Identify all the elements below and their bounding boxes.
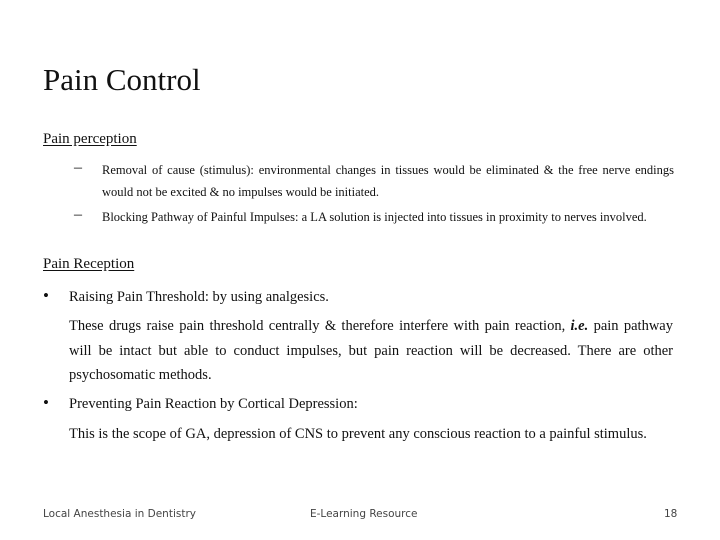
footer-course-name: Local Anesthesia in Dentistry bbox=[43, 508, 196, 520]
emphasis-text: i.e. bbox=[570, 318, 589, 334]
list-item-text: Removal of cause (stimulus): environmental changes in tissues would be eliminated & the free nerve endings would not be excited & no impulses would be initiated. bbox=[102, 163, 674, 199]
footer-page-number: 18 bbox=[664, 508, 678, 520]
bullet-item bbox=[43, 286, 673, 308]
dash-marker: – bbox=[74, 206, 82, 223]
bullet-label: Raising Pain Threshold: by using analgesics. bbox=[69, 289, 329, 305]
list-item bbox=[74, 206, 674, 228]
dash-marker: – bbox=[74, 159, 82, 176]
list-item bbox=[74, 159, 674, 203]
section-heading-pain-reception: Pain Reception bbox=[43, 256, 135, 272]
bullet-marker: • bbox=[43, 286, 49, 305]
bullet-label: Preventing Pain Reaction by Cortical Depression: bbox=[69, 396, 358, 412]
section-heading-pain-perception: Pain perception bbox=[43, 131, 137, 147]
bullet-detail-paragraph bbox=[69, 314, 673, 388]
footer-resource-label: E-Learning Resource bbox=[310, 508, 418, 520]
detail-text: pain pathway will be intact but able to conduct impulses, but pain reaction will be decreased. There are other psychosomatic methods. bbox=[69, 318, 673, 383]
bullet-item bbox=[43, 393, 673, 415]
detail-text: These drugs raise pain threshold centrally & therefore interfere with pain reaction, bbox=[69, 318, 571, 334]
bullet-detail-paragraph: This is the scope of GA, depression of CNS to prevent any conscious reaction to a painful stimulus. bbox=[69, 426, 647, 442]
list-item-text: Blocking Pathway of Painful Impulses: a LA solution is injected into tissues in proximity to nerves involved. bbox=[102, 210, 647, 224]
bullet-marker: • bbox=[43, 393, 49, 412]
slide-title: Pain Control bbox=[43, 62, 201, 97]
